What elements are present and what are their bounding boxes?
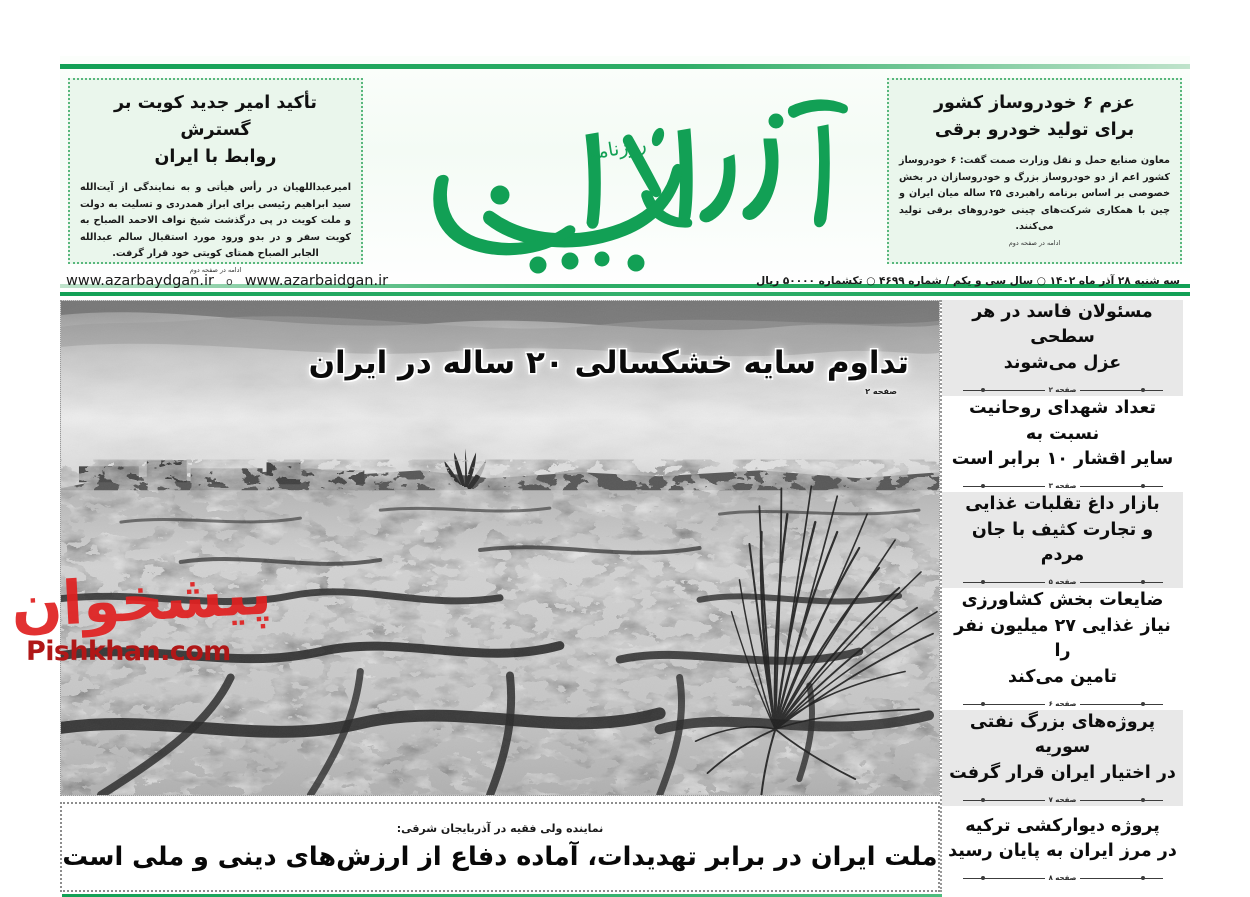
teaser-right-continued: ادامه در صفحه دوم [1008,238,1061,247]
main-column [60,300,940,892]
lead-photo-page-ref: صفحه ۲ [865,387,897,396]
website-separator: o [225,274,233,288]
sidebar-item-1-line2: عزل می‌شوند [1003,352,1122,373]
sidebar-item-2-line2: سایر اقشار ۱۰ برابر است [951,448,1174,469]
sidebar-item-5-separator [963,795,1163,806]
sidebar-item-6-line1: پروژه دیوارکشی ترکیه [965,815,1160,836]
sidebar-item-2[interactable] [942,396,1183,492]
logo-subtitle-text: روزنامه [586,133,648,165]
sidebar-item-6[interactable] [942,806,1183,892]
sidebar-item-5-headline [948,710,1177,786]
sidebar-item-4-line1: ضایعات بخش کشاورزی [961,590,1164,611]
sidebar-item-3-line2: و تجارت کثیف با جان مردم [971,519,1154,565]
teaser-right-headline-line2: برای تولید خودرو برقی [934,120,1135,141]
teaser-left-headline [80,90,351,171]
sidebar-item-3-headline [948,492,1177,568]
sidebar-item-3[interactable] [942,492,1183,588]
sidebar-item-4-separator [963,699,1163,710]
sidebar-item-4-page-ref: صفحه ۶ [1045,701,1081,708]
content-area [60,300,1190,892]
lead-photo[interactable] [60,300,940,796]
teaser-right-headline [899,90,1170,144]
sidebar-item-1-separator [963,385,1163,396]
sidebar-item-3-separator [963,577,1163,588]
sidebar-item-4-headline [948,588,1177,690]
teaser-right-body: معاون صنایع حمل و نقل وزارت صمت گفت: ۶ خودروساز کشور اعم از دو خودروساز بزرگ و خودروسازان در بخش خصوصی بر اساس برنامه راهبردی ۲۵ ساله میان ایران و چین با همکاری شرکت‌های چینی خودروهای برقی تولید می‌کنند. [899,155,1170,233]
teaser-left-headline-line1: تأکید امیر جدید کویت بر گسترش [114,93,317,141]
sidebar-item-6-page-ref: صفحه ۸ [1045,875,1081,882]
sidebar-item-2-separator [963,481,1163,492]
sidebar-item-4-line2: نیاز غذایی ۲۷ میلیون نفر را [954,615,1171,662]
sidebar-item-6-line2: در مرز ایران به پایان رسید [948,841,1177,861]
sidebar-item-2-line1: تعداد شهدای روحانیت نسبت به [968,398,1156,444]
sidebar-item-5[interactable] [942,710,1183,806]
sidebar-item-4-line3: تامین می‌کند [1008,666,1117,687]
bottom-headline-box[interactable] [60,802,940,892]
masthead-top-rule [60,64,1190,69]
teaser-right-headline-line1: عزم ۶ خودروساز کشور [933,93,1136,113]
website-links [60,273,388,289]
sidebar-item-2-headline [948,396,1177,472]
teaser-left-body: امیرعبداللهیان در رأس هیأتی و به نمایندگی از آیت‌الله سید ابراهیم رئیسی برای ابراز همدردی و تسلیت به دولت و ملت کویت در پی درگذشت شیخ نواف الاحمد الصباح به کویت سفر و در بدو ورود مورد استقبال سالم عبدالله الجابر الصباح همتای کویتی خود قرار گرفت. [80,182,351,260]
sidebar-item-1[interactable] [942,300,1183,396]
newspaper-logo [390,74,860,279]
sidebar-item-5-line1: پروژه‌های بزرگ نفتی سوریه [969,711,1156,758]
bottom-headline: ملت ایران در برابر تهدیدات، آماده دفاع از ارزش‌های دینی و ملی است [62,842,938,872]
sidebar-item-1-headline [948,300,1177,376]
watermark-script-text: پیشخوان [9,558,274,642]
teaser-box-right[interactable] [887,78,1182,264]
info-bar-rule [60,292,1190,296]
sidebar-item-6-separator [963,873,1163,884]
teaser-box-left[interactable] [68,78,363,274]
sidebar-item-3-line1: بازار داغ تقلبات غذایی [965,494,1160,515]
bottom-kicker: نماینده ولی فقیه در آذربایجان شرقی: [396,822,604,835]
sidebar-item-1-page-ref: صفحه ۲ [1045,387,1081,394]
sidebar-headlines [940,300,1183,892]
watermark-latin-text: Pishkhan.com [26,636,231,667]
sidebar-item-2-page-ref: صفحه ۳ [1045,483,1081,490]
sidebar-item-3-page-ref: صفحه ۵ [1045,579,1081,586]
website-secondary-link[interactable]: www.azarbaidgan.ir [244,273,389,289]
teaser-left-headline-line2: روابط با ایران [154,147,277,168]
teaser-left-continued: ادامه در صفحه دوم [189,265,242,274]
sidebar-item-4[interactable] [942,588,1183,710]
sidebar-item-5-page-ref: صفحه ۷ [1045,797,1081,804]
sidebar-item-1-line1: مسئولان فاسد در هر سطحی [972,302,1153,348]
sidebar-item-5-line2: در اختیار ایران قرار گرفت [949,762,1176,783]
lead-photo-headline: تداوم سایه خشکسالی ۲۰ ساله در ایران [308,345,909,381]
website-primary-link[interactable]: www.azarbaydgan.ir [66,273,214,289]
sidebar-item-6-headline [948,814,1177,865]
dateline: سه شنبه ۲۸ آذر ماه ۱۴۰۲ ○ سال سی و یکم / شماره ۴۶۹۹ ○ تکشماره ۵۰۰۰۰ ریال [756,275,1180,287]
masthead [60,56,1190,294]
